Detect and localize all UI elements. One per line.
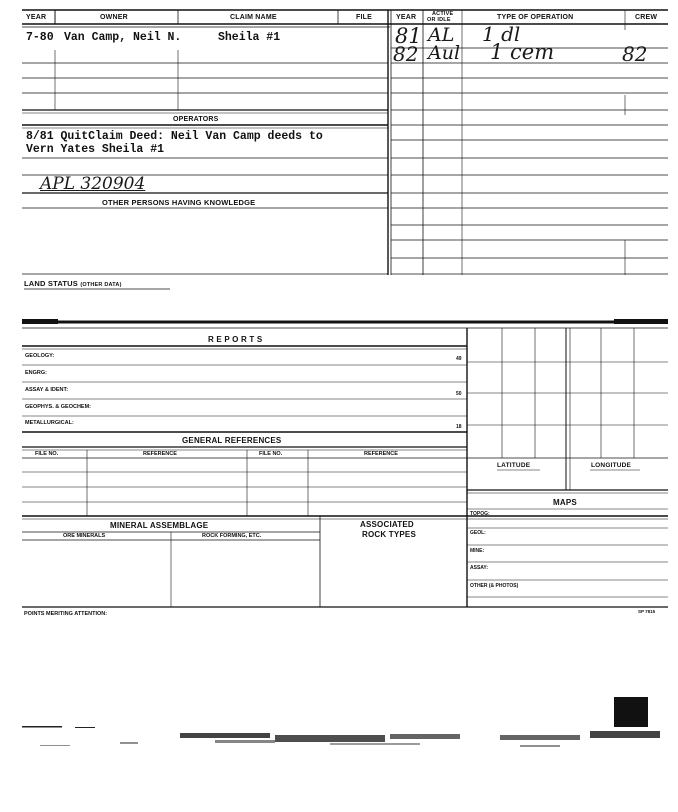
- handwritten-year-81: 81: [395, 24, 422, 48]
- maps-geol: GEOL:: [470, 530, 486, 536]
- maps-mine: MINE:: [470, 548, 485, 554]
- header-year-operations: YEAR: [396, 14, 417, 21]
- handwritten-crew-82: 82: [622, 42, 648, 66]
- black-registration-mark: [614, 697, 648, 727]
- maps-other: OTHER (& PHOTOS): [470, 583, 519, 589]
- associated-rock-types-line1: ASSOCIATED: [360, 520, 414, 529]
- associated-rock-types-line2: ROCK TYPES: [362, 530, 417, 539]
- header-claim-name: CLAIM NAME: [230, 14, 277, 21]
- header-active-line1: ACTIVE: [432, 11, 454, 17]
- report-num-assay: 50: [456, 391, 462, 397]
- other-persons-header: OTHER PERSONS HAVING KNOWLEDGE: [102, 198, 256, 207]
- form-number: SP 7815: [638, 609, 656, 614]
- maps-title: MAPS: [553, 498, 577, 507]
- owner-entry-year: 7-80: [26, 31, 54, 44]
- report-label-metallurgical: METALLURGICAL:: [25, 420, 74, 426]
- maps-topog: TOPOG:: [470, 511, 490, 517]
- header-file: FILE: [356, 14, 372, 21]
- col-reference-2: REFERENCE: [364, 451, 398, 457]
- rock-forming-label: ROCK FORMING, ETC.: [202, 533, 262, 539]
- land-status-title: LAND STATUS: [24, 279, 79, 288]
- owner-entry-claim-name: Sheila #1: [218, 31, 281, 44]
- handwritten-type-82: 1 cem: [490, 40, 555, 64]
- report-num-metallurgical: 18: [456, 424, 462, 430]
- header-type-of-operation: TYPE OF OPERATION: [497, 14, 574, 21]
- handwritten-active-82: Aul: [428, 42, 461, 64]
- operators-header: OPERATORS: [173, 116, 219, 123]
- general-references-title: GENERAL REFERENCES: [182, 436, 282, 445]
- col-file-no: FILE NO.: [35, 451, 59, 457]
- report-label-engrg: ENGRG:: [25, 370, 47, 376]
- owner-entry-name: Van Camp, Neil N.: [64, 31, 182, 44]
- header-active-line2: OR IDLE: [427, 17, 451, 23]
- col-file-no-2: FILE NO.: [259, 451, 283, 457]
- col-reference: REFERENCE: [143, 451, 177, 457]
- reports-title: R E P O R T S: [208, 335, 263, 344]
- longitude-label: LONGITUDE: [591, 462, 632, 469]
- operators-line1: 8/81 QuitClaim Deed: Neil Van Camp deeds to: [26, 130, 323, 143]
- latitude-label: LATITUDE: [497, 462, 531, 469]
- handwritten-active-81: AL: [428, 24, 455, 46]
- handwritten-year-82: 82: [393, 42, 419, 66]
- report-label-geophys: GEOPHYS. & GEOCHEM:: [25, 404, 92, 410]
- land-status-label: [24, 279, 122, 288]
- operators-line2: Vern Yates Sheila #1: [26, 143, 165, 156]
- mineral-assemblage-title: MINERAL ASSEMBLAGE: [110, 521, 209, 530]
- handwritten-apl-number: APL 320904: [40, 174, 146, 194]
- ore-minerals-label: ORE MINERALS: [63, 533, 106, 539]
- maps-assay: ASSAY:: [470, 565, 489, 571]
- header-crew: CREW: [635, 14, 658, 21]
- points-meriting-attention-label: POINTS MERITING ATTENTION:: [24, 611, 108, 617]
- header-year: YEAR: [26, 14, 47, 21]
- report-label-geology: GEOLOGY:: [25, 353, 55, 359]
- report-num-geology: 49: [456, 356, 462, 362]
- header-owner: OWNER: [100, 14, 128, 21]
- handwritten-type-81: 1 dl: [482, 22, 521, 46]
- land-status-note: (OTHER DATA): [80, 282, 122, 288]
- report-label-assay: ASSAY & IDENT:: [25, 387, 69, 393]
